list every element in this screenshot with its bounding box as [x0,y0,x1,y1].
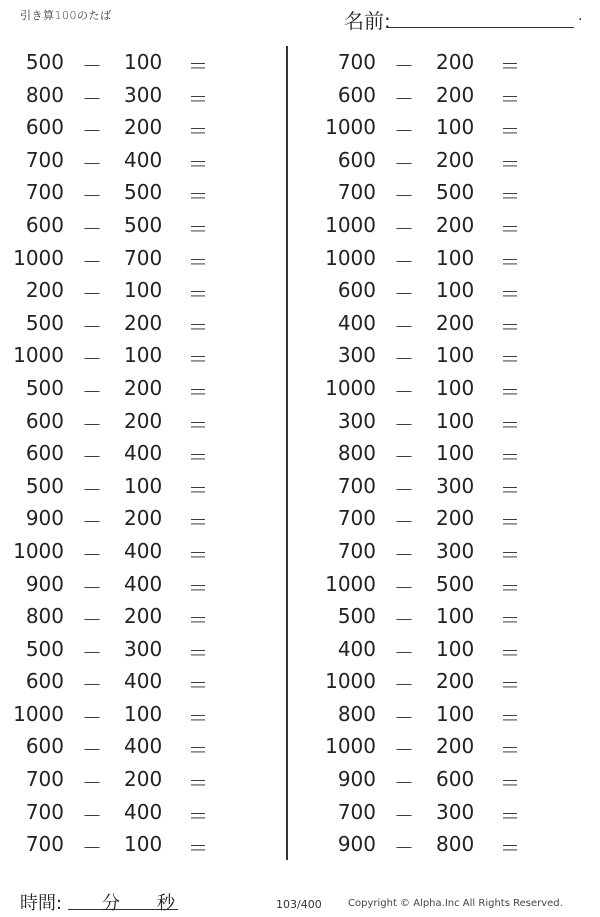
minus-sign: － [82,184,102,209]
problem-row [0,308,240,341]
equals-sign: ＝ [188,347,208,372]
equals-sign: ＝ [500,608,520,633]
problem-row [0,177,240,210]
minus-sign: － [82,705,102,730]
minus-sign: － [82,151,102,176]
problem-row [312,699,552,732]
equals-sign: ＝ [188,836,208,861]
equals-sign: ＝ [188,803,208,828]
equals-sign: ＝ [188,249,208,274]
subtrahend: 200 [124,310,163,335]
problem-row [312,145,552,178]
minuend: 600 [25,408,64,433]
minus-sign: － [82,412,102,437]
minuend: 600 [25,115,64,140]
problem-row [312,210,552,243]
problem-row [0,731,240,764]
minus-sign: － [394,477,414,502]
minus-sign: － [82,542,102,567]
minuend: 200 [25,278,64,303]
problem-row [312,80,552,113]
minuend: 1000 [325,571,376,596]
equals-sign: ＝ [188,510,208,535]
subtrahend: 200 [124,506,163,531]
minuend: 400 [337,636,376,661]
subtrahend: 500 [124,212,163,237]
minus-sign: － [82,803,102,828]
minus-sign: － [394,542,414,567]
problem-row [312,731,552,764]
page-number: 103/400 [276,898,322,911]
name-blank-line[interactable] [386,5,574,28]
problem-row [0,536,240,569]
minus-sign: － [394,216,414,241]
minuend: 700 [25,180,64,205]
subtrahend: 100 [436,441,475,466]
minuend: 700 [337,180,376,205]
minus-sign: － [82,282,102,307]
subtrahend: 200 [436,82,475,107]
minus-sign: － [82,510,102,535]
minuend: 1000 [325,212,376,237]
subtrahend: 200 [436,50,475,74]
minuend: 800 [25,604,64,629]
subtrahend: 700 [124,245,163,270]
problem-row [312,112,552,145]
subtrahend: 200 [436,506,475,531]
minuend: 900 [337,832,376,857]
problem-row [0,829,240,862]
equals-sign: ＝ [500,510,520,535]
seconds-label: 秒 [157,893,175,914]
minus-sign: － [82,216,102,241]
minuend: 1000 [13,343,64,368]
problem-row [0,275,240,308]
minuend: 600 [25,734,64,759]
minuend: 900 [337,767,376,792]
minuend: 500 [25,310,64,335]
minuend: 800 [25,82,64,107]
minus-sign: － [82,54,102,78]
problem-row [312,503,552,536]
minus-sign: － [394,314,414,339]
problem-row [0,243,240,276]
equals-sign: ＝ [500,542,520,567]
minuend: 700 [337,506,376,531]
minuend: 900 [25,571,64,596]
equals-sign: ＝ [500,673,520,698]
minutes-label: 分 [102,893,120,914]
minuend: 1000 [325,245,376,270]
minus-sign: － [82,379,102,404]
equals-sign: ＝ [500,86,520,111]
equals-sign: ＝ [500,314,520,339]
minus-sign: － [82,347,102,372]
problem-row [0,699,240,732]
minus-sign: － [82,249,102,274]
minus-sign: － [82,771,102,796]
subtrahend: 300 [436,473,475,498]
problem-row [0,764,240,797]
subtrahend: 400 [124,538,163,563]
equals-sign: ＝ [188,216,208,241]
equals-sign: ＝ [188,738,208,763]
problem-row [312,829,552,862]
problem-row [312,471,552,504]
subtrahend: 300 [124,636,163,661]
minus-sign: － [394,151,414,176]
problem-row [312,601,552,634]
minus-sign: － [394,640,414,665]
equals-sign: ＝ [500,151,520,176]
problem-row [312,275,552,308]
minus-sign: － [394,445,414,470]
equals-sign: ＝ [188,542,208,567]
minuend: 700 [337,473,376,498]
problem-row [0,80,240,113]
minus-sign: － [82,608,102,633]
problem-row [0,406,240,439]
subtrahend: 100 [124,343,163,368]
minus-sign: － [394,282,414,307]
subtrahend: 200 [436,734,475,759]
problem-row [0,47,240,80]
problem-row [0,797,240,830]
minuend: 700 [25,147,64,172]
minus-sign: － [82,836,102,861]
subtrahend: 200 [436,212,475,237]
problem-row [312,308,552,341]
time-label: 時間: [20,893,63,914]
problem-row [312,438,552,471]
subtrahend: 100 [436,115,475,140]
minuend: 600 [337,82,376,107]
minus-sign: － [82,640,102,665]
equals-sign: ＝ [500,54,520,78]
equals-sign: ＝ [188,771,208,796]
minuend: 600 [25,669,64,694]
name-label: 名前: [344,9,391,33]
minuend: 1000 [325,115,376,140]
equals-sign: ＝ [188,54,208,78]
equals-sign: ＝ [500,836,520,861]
equals-sign: ＝ [188,673,208,698]
subtrahend: 400 [124,441,163,466]
equals-sign: ＝ [500,379,520,404]
right-problem-column [312,47,552,862]
minus-sign: － [82,119,102,144]
subtrahend: 600 [436,767,475,792]
equals-sign: ＝ [500,249,520,274]
subtrahend: 500 [436,571,475,596]
minuend: 600 [337,278,376,303]
subtrahend: 200 [436,669,475,694]
problem-row [312,177,552,210]
subtrahend: 100 [124,832,163,857]
subtrahend: 100 [436,604,475,629]
column-divider [286,46,288,860]
problem-row [0,601,240,634]
problem-row [0,438,240,471]
problem-row [0,634,240,667]
minus-sign: － [394,510,414,535]
minuend: 800 [337,701,376,726]
equals-sign: ＝ [500,347,520,372]
subtrahend: 200 [124,375,163,400]
minuend: 600 [337,147,376,172]
problem-row [312,764,552,797]
subtrahend: 100 [436,375,475,400]
subtrahend: 200 [436,147,475,172]
equals-sign: ＝ [188,477,208,502]
minuend: 700 [337,538,376,563]
equals-sign: ＝ [500,184,520,209]
subtrahend: 300 [436,538,475,563]
minuend: 700 [337,50,376,74]
subtrahend: 200 [124,767,163,792]
subtrahend: 100 [436,343,475,368]
equals-sign: ＝ [188,445,208,470]
subtrahend: 100 [436,245,475,270]
subtrahend: 100 [436,408,475,433]
problem-row [312,243,552,276]
equals-sign: ＝ [500,282,520,307]
subtrahend: 100 [124,473,163,498]
subtrahend: 500 [124,180,163,205]
minuend: 700 [25,832,64,857]
minuend: 700 [25,799,64,824]
problem-row [312,47,552,80]
minus-sign: － [394,705,414,730]
minus-sign: － [394,119,414,144]
equals-sign: ＝ [188,575,208,600]
minuend: 1000 [13,701,64,726]
equals-sign: ＝ [188,412,208,437]
minuend: 500 [25,636,64,661]
equals-sign: ＝ [500,738,520,763]
subtrahend: 100 [436,636,475,661]
minuend: 300 [337,343,376,368]
minuend: 500 [337,604,376,629]
equals-sign: ＝ [500,705,520,730]
minus-sign: － [82,86,102,111]
minuend: 300 [337,408,376,433]
minuend: 900 [25,506,64,531]
subtrahend: 400 [124,669,163,694]
minus-sign: － [394,379,414,404]
minus-sign: － [394,836,414,861]
problem-row [0,210,240,243]
subtrahend: 100 [124,701,163,726]
minuend: 600 [25,441,64,466]
problem-row [312,536,552,569]
subtrahend: 100 [124,50,163,74]
problem-row [312,373,552,406]
minus-sign: － [394,54,414,78]
minuend: 400 [337,310,376,335]
minuend: 500 [25,50,64,74]
subtrahend: 100 [436,701,475,726]
problem-row [0,112,240,145]
equals-sign: ＝ [500,477,520,502]
equals-sign: ＝ [500,216,520,241]
equals-sign: ＝ [188,119,208,144]
minus-sign: － [394,249,414,274]
subtrahend: 300 [436,799,475,824]
name-end-dot: . [578,8,583,24]
problem-row [312,569,552,602]
minuend: 600 [25,212,64,237]
equals-sign: ＝ [500,803,520,828]
minuend: 500 [25,473,64,498]
minuend: 700 [337,799,376,824]
name-field-area [344,5,594,31]
equals-sign: ＝ [188,640,208,665]
left-problem-column [0,47,240,862]
equals-sign: ＝ [500,640,520,665]
subtrahend: 100 [436,278,475,303]
equals-sign: ＝ [500,412,520,437]
minus-sign: － [394,184,414,209]
problem-row [0,503,240,536]
minuend: 1000 [325,734,376,759]
minus-sign: － [82,575,102,600]
minus-sign: － [394,608,414,633]
minus-sign: － [394,803,414,828]
subtrahend: 800 [436,832,475,857]
minus-sign: － [82,314,102,339]
minus-sign: － [82,738,102,763]
problem-row [0,340,240,373]
minus-sign: － [394,412,414,437]
subtrahend: 400 [124,147,163,172]
problem-row [312,634,552,667]
minus-sign: － [82,445,102,470]
equals-sign: ＝ [188,151,208,176]
problem-row [312,797,552,830]
minus-sign: － [394,771,414,796]
minuend: 1000 [325,375,376,400]
problem-row [312,666,552,699]
subtrahend: 500 [436,180,475,205]
subtrahend: 200 [124,115,163,140]
subtrahend: 400 [124,799,163,824]
equals-sign: ＝ [188,705,208,730]
problem-row [312,340,552,373]
minuend: 1000 [13,538,64,563]
minus-sign: － [82,673,102,698]
subtrahend: 300 [124,82,163,107]
subtrahend: 400 [124,571,163,596]
problem-row [0,145,240,178]
minus-sign: － [394,673,414,698]
subtrahend: 200 [124,408,163,433]
copyright-notice: Copyright © Alpha.Inc All Rights Reserved. [348,898,563,909]
minus-sign: － [394,86,414,111]
problem-row [0,666,240,699]
subtrahend: 400 [124,734,163,759]
minuend: 1000 [13,245,64,270]
worksheet-title: 引き算100のたば [20,9,112,22]
equals-sign: ＝ [500,445,520,470]
problem-row [0,471,240,504]
subtrahend: 100 [124,278,163,303]
equals-sign: ＝ [188,379,208,404]
minuend: 700 [25,767,64,792]
problem-row [0,373,240,406]
equals-sign: ＝ [188,282,208,307]
equals-sign: ＝ [188,86,208,111]
minuend: 1000 [325,669,376,694]
equals-sign: ＝ [500,771,520,796]
problem-row [312,406,552,439]
equals-sign: ＝ [188,608,208,633]
minus-sign: － [394,575,414,600]
equals-sign: ＝ [500,119,520,144]
minus-sign: － [394,738,414,763]
minus-sign: － [394,347,414,372]
minuend: 500 [25,375,64,400]
equals-sign: ＝ [188,184,208,209]
minuend: 800 [337,441,376,466]
problem-row [0,569,240,602]
subtrahend: 200 [124,604,163,629]
equals-sign: ＝ [188,314,208,339]
minus-sign: － [82,477,102,502]
subtrahend: 200 [436,310,475,335]
equals-sign: ＝ [500,575,520,600]
